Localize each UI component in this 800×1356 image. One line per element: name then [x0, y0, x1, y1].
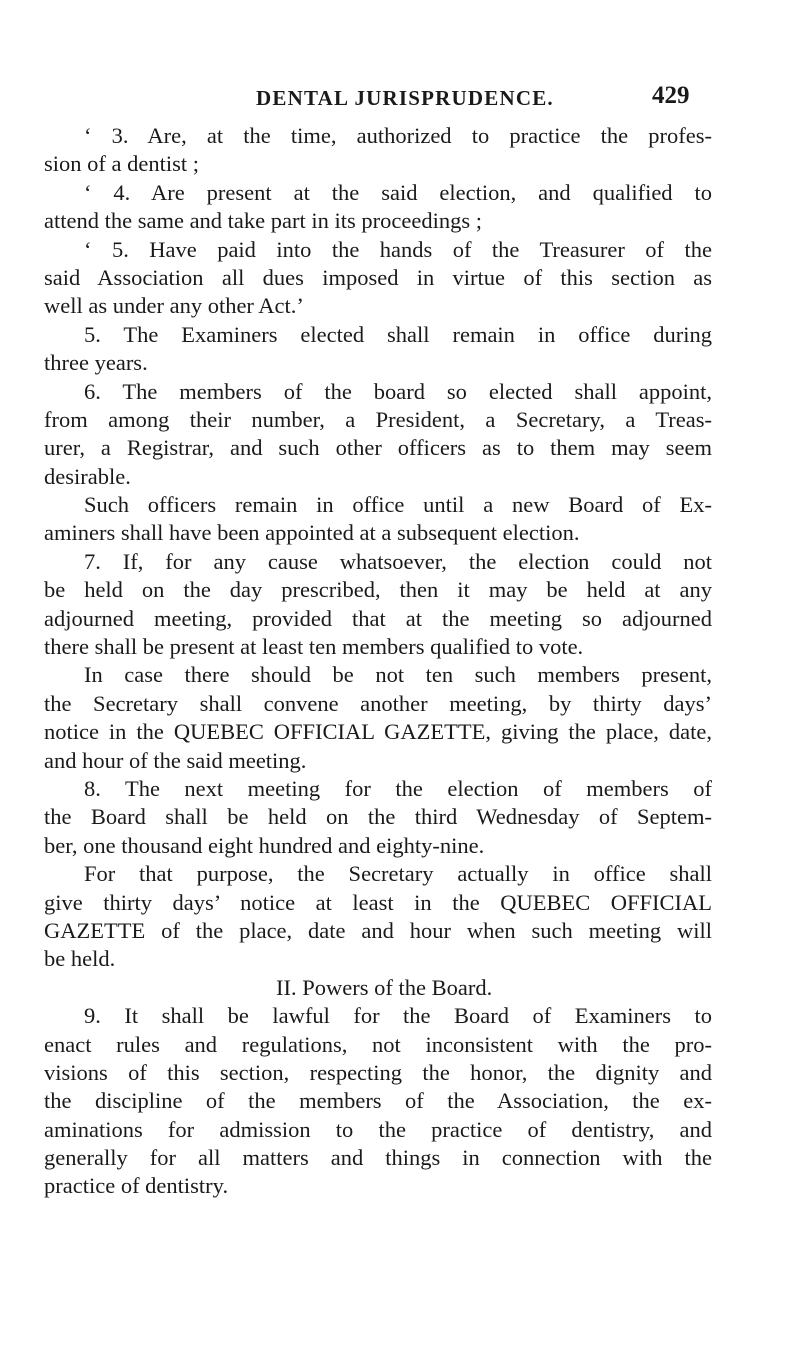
page-body — [44, 122, 712, 1201]
text-line: ber, one thousand eight hundred and eighty-nine. — [44, 832, 485, 858]
text-line: aminations for admission to the practice of dentistry, and — [44, 1116, 712, 1142]
text-line: said Association all dues imposed in virtue of this section as — [44, 264, 712, 290]
text-line: adjourned meeting, provided that at the meeting so adjourned — [44, 605, 712, 631]
text-line: visions of this section, respecting the honor, the dignity and — [44, 1059, 712, 1085]
text-line: the Secretary shall convene another meeting, by thirty days’ — [44, 690, 712, 716]
text-line: the discipline of the members of the Association, the ex- — [44, 1088, 712, 1114]
text-line: aminers shall have been appointed at a subsequent election. — [44, 520, 580, 546]
text-line: practice of dentistry. — [44, 1173, 229, 1199]
text-line: ‘ 4. Are present at the said election, and qualified to — [84, 179, 712, 205]
page-header — [0, 82, 800, 116]
text-line: give thirty days’ notice at least in the QUEBEC OFFICIAL — [44, 889, 712, 915]
text-line: desirable. — [44, 463, 131, 489]
text-line: 8. The next meeting for the election of members of — [84, 775, 712, 801]
text-line: Such officers remain in office until a new Board of Ex- — [84, 492, 712, 518]
text-line: three years. — [44, 350, 148, 376]
text-line: In case there should be not ten such members present, — [84, 662, 712, 688]
text-line: For that purpose, the Secretary actually in office shall — [84, 861, 712, 887]
text-line: sion of a dentist ; — [44, 151, 199, 177]
text-line: generally for all matters and things in connection with the — [44, 1145, 712, 1171]
text-line: 9. It shall be lawful for the Board of Examiners to — [84, 1003, 712, 1029]
text-line: be held on the day prescribed, then it may be held at any — [44, 577, 712, 603]
section-heading: II. Powers of the Board. — [276, 974, 493, 1000]
text-line: well as under any other Act.’ — [44, 293, 304, 319]
text-line: from among their number, a President, a Secretary, a Treas- — [44, 406, 712, 432]
text-line: 7. If, for any cause whatsoever, the election could not — [84, 548, 712, 574]
page-number: 429 — [652, 82, 690, 109]
text-line: enact rules and regulations, not inconsistent with the pro- — [44, 1031, 712, 1057]
text-line: urer, a Registrar, and such other officers as to them may seem — [44, 435, 712, 461]
text-line: and hour of the said meeting. — [44, 747, 307, 773]
running-title: DENTAL JURISPRUDENCE. — [256, 86, 554, 110]
text-line: ‘ 3. Are, at the time, authorized to practice the profes- — [84, 123, 712, 148]
text-line: be held. — [44, 946, 116, 972]
text-line: ‘ 5. Have paid into the hands of the Treasurer of the — [84, 236, 712, 262]
text-line: 6. The members of the board so elected shall appoint, — [84, 378, 712, 404]
text-line: GAZETTE of the place, date and hour when such meeting will — [44, 917, 712, 943]
text-line: attend the same and take part in its proceedings ; — [44, 208, 482, 234]
text-line: notice in the QUEBEC OFFICIAL GAZETTE, giving the place, date, — [44, 719, 712, 745]
text-line: the Board shall be held on the third Wednesday of Septem- — [44, 804, 712, 830]
text-line: 5. The Examiners elected shall remain in office during — [84, 321, 712, 347]
text-line: there shall be present at least ten members qualified to vote. — [44, 634, 584, 660]
